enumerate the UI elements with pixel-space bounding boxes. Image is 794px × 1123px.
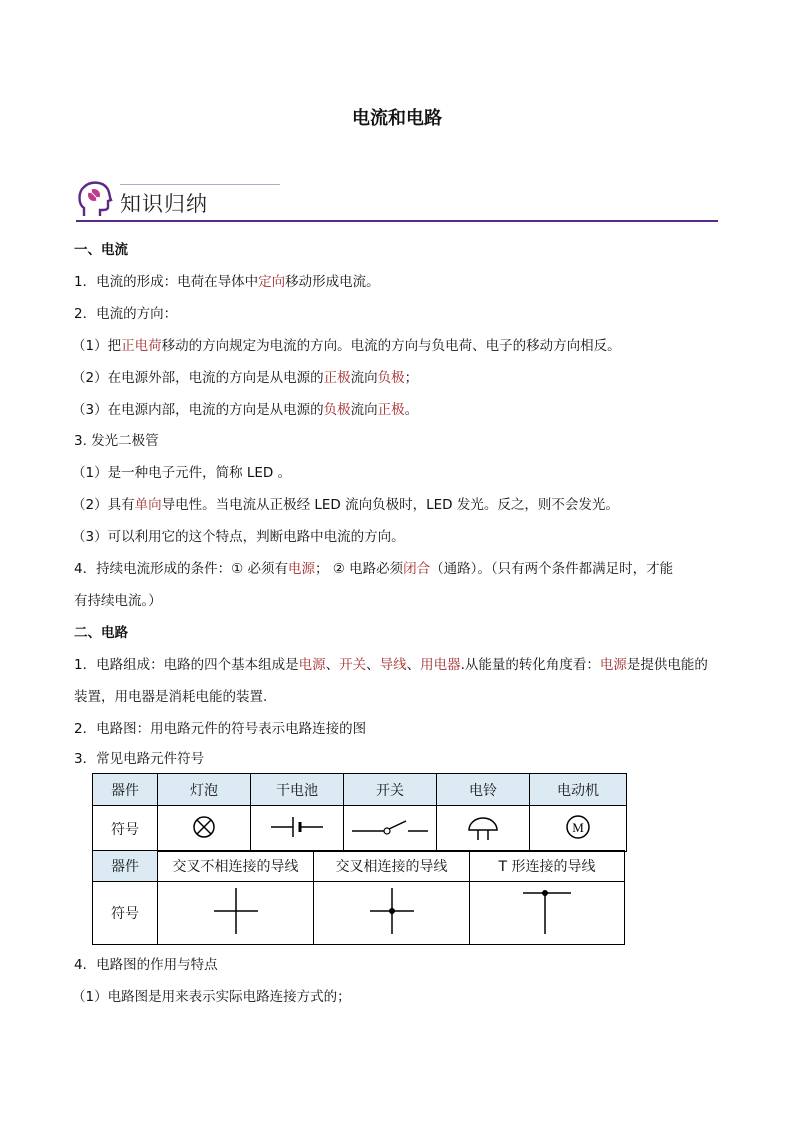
text-line: [72, 336, 621, 356]
banner-heading: 知识归纳: [120, 192, 208, 216]
text-line: 2．电流的方向：: [74, 306, 178, 322]
banner-top-rule: [120, 184, 280, 185]
text: 1．电流的形成：电荷在导体中: [74, 274, 259, 290]
highlight-text: 导线: [379, 657, 407, 673]
section-heading-current: 一、电流: [74, 242, 128, 258]
table-row-label: 符号: [93, 806, 158, 852]
text-line: （3）可以利用它的这个特点，判断电路中电流的方向。: [72, 529, 405, 545]
text: 导电性。当电流从正极经 LED 流向负极时，LED 发光。反之，则不会发光。: [161, 497, 619, 513]
circuit-symbol-table: [92, 773, 627, 852]
symbol-cell: [158, 806, 251, 852]
highlight-text: 用电器: [420, 657, 461, 673]
text: 、: [366, 657, 380, 673]
section-banner: [76, 178, 718, 222]
highlight-text: 正极: [377, 402, 405, 418]
text: 是提供电能的: [626, 657, 708, 673]
text-line: 装置，用电器是消耗电能的装置.: [74, 689, 268, 705]
text: 。: [404, 402, 419, 418]
text-line: [74, 272, 380, 292]
text-line: 2．电路图：用电路元件的符号表示电路连接的图: [74, 721, 367, 737]
highlight-text: 单向: [134, 497, 162, 513]
crossing-wires-unconnected-icon: [211, 885, 261, 937]
highlight-text: 电源: [298, 657, 326, 673]
text: （2）具有: [72, 497, 135, 513]
table-header-cell: 器件: [93, 851, 158, 882]
text: 移动形成电流。: [285, 274, 380, 290]
table-header-cell: 器件: [93, 774, 158, 806]
table-header-cell: 干电池: [251, 774, 344, 806]
highlight-text: 闭合: [403, 561, 431, 577]
text-line: （1）是一种电子元件，简称 LED 。: [72, 465, 292, 481]
bell-symbol-icon: [463, 812, 503, 842]
table-header-cell: 电铃: [437, 774, 530, 806]
brain-head-icon: [76, 178, 114, 220]
t-junction-wire-icon: [520, 885, 574, 937]
text: 流向: [350, 402, 378, 418]
text: 4．持续电流形成的条件：① 必须有: [74, 561, 288, 577]
table-header-cell: 灯泡: [158, 774, 251, 806]
text-line: 3. 发光二极管: [74, 433, 159, 449]
text-line: 有持续电流。）: [74, 593, 162, 609]
highlight-text: 负极: [377, 370, 405, 386]
text-line: [72, 400, 418, 420]
section-heading-circuit: 二、电路: [74, 625, 128, 641]
text: ；: [404, 370, 419, 386]
symbol-cell: [344, 806, 437, 852]
text: （通路）。（只有两个条件都满足时，才能: [430, 561, 674, 577]
text: 、: [406, 657, 421, 673]
table-header-cell: T 形连接的导线: [470, 851, 625, 882]
table-header-cell: 交叉不相连接的导线: [158, 851, 314, 882]
motor-letter: M: [572, 819, 584, 835]
table-header-cell: 电动机: [530, 774, 627, 806]
text-line: （1）电路图是用来表示实际电路连接方式的；: [72, 989, 351, 1005]
page-title: 电流和电路: [352, 108, 442, 129]
text: .从能量的转化角度看：: [460, 657, 600, 673]
symbol-cell: [251, 806, 344, 852]
highlight-text: 正电荷: [121, 338, 162, 354]
text: 移动的方向规定为电流的方向。电流的方向与负电荷、电子的移动方向相反。: [161, 338, 621, 354]
lamp-symbol-icon: [189, 812, 219, 842]
text-line: 3．常见电路元件符号: [74, 751, 205, 767]
text-line: [72, 368, 418, 388]
banner-underline: [76, 220, 718, 222]
text: 1．电路组成：电路的四个基本组成是: [74, 657, 299, 673]
text-line: 4．电路图的作用与特点: [74, 957, 218, 973]
text: （1）把: [72, 338, 122, 354]
highlight-text: 开关: [339, 657, 367, 673]
text: 流向: [350, 370, 378, 386]
battery-symbol-icon: [269, 814, 325, 840]
highlight-text: 正极: [323, 370, 351, 386]
symbol-cell: [314, 882, 470, 945]
text: （2）在电源外部，电流的方向是从电源的: [72, 370, 324, 386]
text-line: [72, 495, 619, 515]
text: 、: [325, 657, 340, 673]
text: ； ② 电路必须: [314, 561, 404, 577]
switch-symbol-icon: [350, 814, 430, 840]
symbol-cell: [437, 806, 530, 852]
text-line: [74, 559, 673, 579]
crossing-wires-connected-icon: [367, 885, 417, 937]
table-header-cell: 开关: [344, 774, 437, 806]
symbol-cell: [470, 882, 625, 945]
highlight-text: 负极: [323, 402, 351, 418]
text: （3）在电源内部，电流的方向是从电源的: [72, 402, 324, 418]
text-line: [74, 655, 708, 675]
highlight-text: 电源: [287, 561, 315, 577]
table-row-label: 符号: [93, 882, 158, 945]
symbol-cell: [158, 882, 314, 945]
motor-symbol-icon: [563, 812, 593, 842]
symbol-cell: [530, 806, 627, 852]
wire-symbol-table: [92, 850, 625, 945]
highlight-text: 定向: [258, 274, 286, 290]
table-header-cell: 交叉相连接的导线: [314, 851, 470, 882]
highlight-text: 电源: [599, 657, 627, 673]
